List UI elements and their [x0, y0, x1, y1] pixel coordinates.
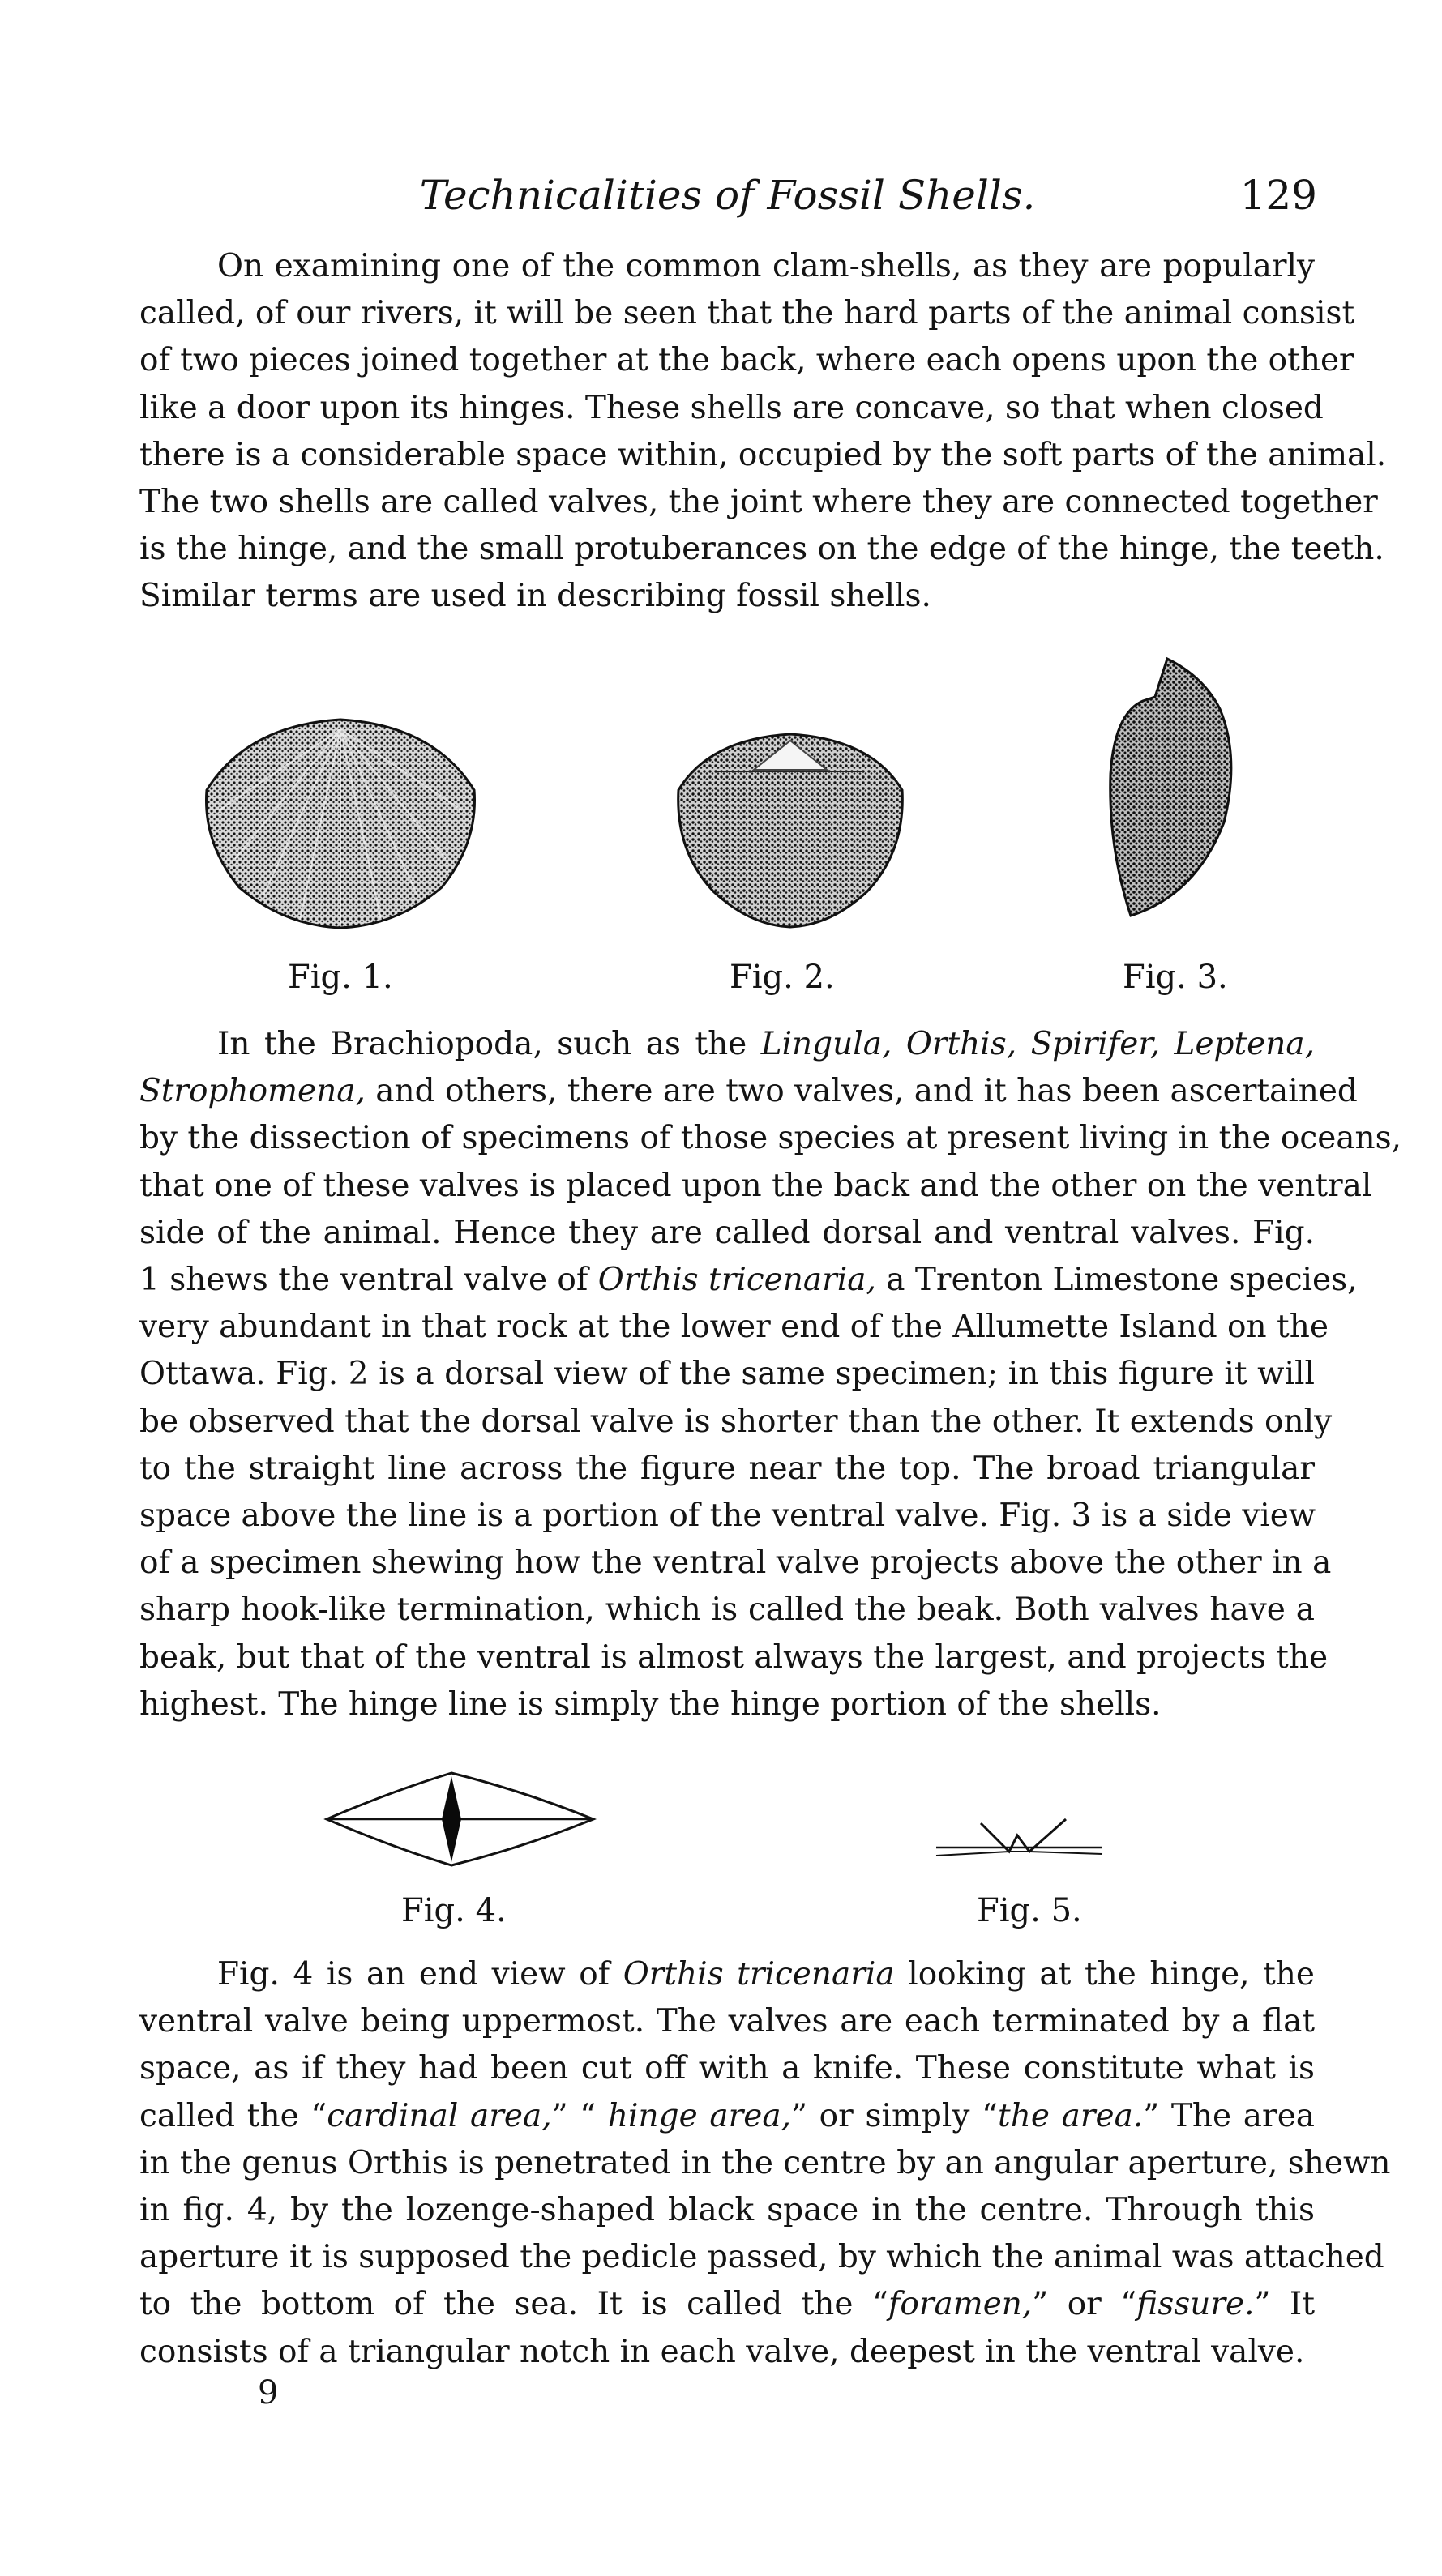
text-line: of a specimen shewing how the ventral valve projects above the other in a [139, 1544, 1332, 1582]
text-line: there is a considerable space within, occupied by the soft parts of the animal. [139, 436, 1387, 473]
text-line: called, of our rivers, it will be seen that the hard parts of the animal consist [139, 295, 1355, 332]
species-name: Orthis tricenaria, [597, 1262, 876, 1299]
text-line: by the dissection of specimens of those species at present living in the oceans, [139, 1120, 1402, 1157]
text-line: ventral valve being uppermost. The valves are each terminated by a flat [139, 2003, 1315, 2040]
figure-5-hinge-profile [932, 1815, 1106, 1872]
paragraph-brachiopoda [139, 1021, 1402, 1728]
text-line: to the bottom of the sea. It is called the “foramen,” or “fissure.” It [139, 2286, 1315, 2323]
text-line: Ottawa. Fig. 2 is a dorsal view of the same specimen; in this figure it will [139, 1356, 1315, 1393]
text-line: very abundant in that rock at the lower end of the Allumette Island on the [139, 1309, 1329, 1346]
genus-name: Leptena, [1174, 1026, 1316, 1062]
page-number: 129 [1239, 172, 1317, 219]
paragraph-clam-shells [139, 243, 1387, 621]
text-line: to the straight line across the figure near the top. The broad triangular [139, 1450, 1315, 1487]
figure-4-end-view [320, 1766, 600, 1872]
text-line: consists of a triangular notch in each valve, deepest in the ventral valve. [139, 2333, 1305, 2370]
species-name: Orthis tricenaria [623, 1956, 895, 1993]
text-line: Strophomena, and others, there are two valves, and it has been ascertained [139, 1073, 1358, 1110]
text-line: is the hinge, and the small protuberances on the edge of the hinge, the teeth. [139, 531, 1384, 568]
text-line: called the “cardinal area,” “ hinge area,” or simply “the area.” The area [139, 2097, 1316, 2134]
running-title: Technicalities of Fossil Shells. [419, 172, 1036, 219]
text-line: of two pieces joined together at the back, where each opens upon the other [139, 342, 1354, 379]
text-line: side of the animal. Hence they are called dorsal and ventral valves. Fig. [139, 1214, 1315, 1251]
genus-name: Spirifer, [1030, 1026, 1161, 1062]
figure-1-ventral-valve [199, 713, 482, 932]
text-line: Similar terms are used in describing fossil shells. [139, 578, 931, 615]
text-line: space, as if they had been cut off with a knife. These constitute what is [139, 2050, 1315, 2087]
text-line: 1 shews the ventral valve of Orthis tricenaria, a Trenton Limestone species, [139, 1262, 1358, 1299]
signature-mark: 9 [258, 2374, 279, 2412]
text-line: sharp hook-like termination, which is called the beak. Both valves have a [139, 1591, 1315, 1629]
text-line: beak, but that of the ventral is almost always the largest, and projects the [139, 1638, 1329, 1676]
term: hinge area, [607, 2097, 791, 2134]
text-line: The two shells are called valves, the joint where they are connected together [139, 484, 1378, 521]
figure-2-dorsal-view [669, 729, 912, 932]
text-line: Fig. 4 is an end view of Orthis tricenaria looking at the hinge, the [217, 1956, 1315, 1993]
text-line: space above the line is a portion of the ventral valve. Fig. 3 is a side view [139, 1497, 1316, 1535]
genus-name: Strophomena, [139, 1073, 366, 1110]
term: fissure. [1136, 2286, 1255, 2323]
caption-fig-2: Fig. 2. [730, 959, 835, 996]
text-line: be observed that the dorsal valve is shorter than the other. It extends only [139, 1403, 1333, 1440]
caption-fig-4: Fig. 4. [401, 1892, 507, 1929]
text-line: In the Brachiopoda, such as the Lingula, Orthis, Spirifer, Leptena, [217, 1026, 1316, 1062]
term: cardinal area, [327, 2097, 552, 2134]
text-line: highest. The hinge line is simply the hinge portion of the shells. [139, 1685, 1162, 1723]
text-line: On examining one of the common clam-shells, as they are popularly [217, 248, 1315, 284]
term: the area. [998, 2097, 1144, 2134]
page-header [138, 172, 1317, 229]
text-line: in the genus Orthis is penetrated in the centre by an angular aperture, shewn [139, 2144, 1391, 2181]
text-line: that one of these valves is placed upon the back and the other on the ventral [139, 1167, 1372, 1204]
term: foramen, [888, 2286, 1033, 2323]
text-line: in fig. 4, by the lozenge-shaped black space in the centre. Through this [139, 2192, 1315, 2229]
caption-fig-3: Fig. 3. [1123, 959, 1228, 996]
genus-name: Orthis, [905, 1026, 1017, 1062]
text-line: aperture it is supposed the pedicle passed, by which the animal was attached [139, 2239, 1384, 2276]
caption-fig-1: Fig. 1. [288, 959, 393, 996]
figure-3-side-view [1098, 652, 1236, 924]
text-line: like a door upon its hinges. These shells are concave, so that when closed [139, 389, 1324, 426]
paragraph-cardinal-area [139, 1951, 1391, 2376]
caption-fig-5: Fig. 5. [977, 1892, 1082, 1929]
genus-name: Lingula, [760, 1026, 892, 1062]
